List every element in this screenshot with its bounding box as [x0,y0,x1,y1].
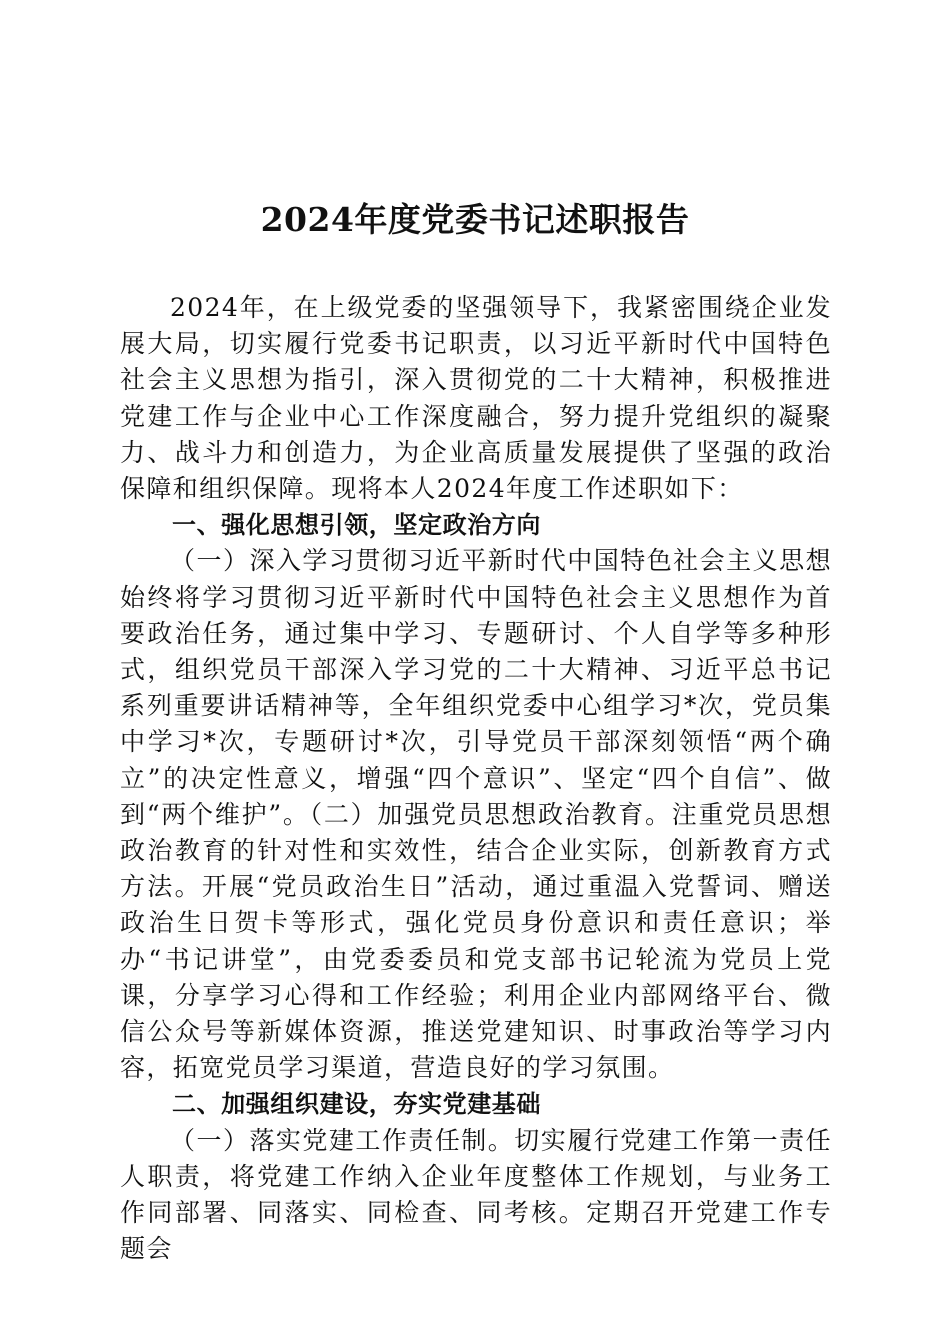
intro-paragraph: 2024年，在上级党委的坚强领导下，我紧密围绕企业发展大局，切实履行党委书记职责，以习近平新时代中国特色社会主义思想为指引，深入贯彻党的二十大精神，积极推进党建工作与企业中心工作深度融合，努力提升党组织的凝聚力、战斗力和创造力，为企业高质量发展提供了坚强的政治保障和组织保障。现将本人2024年度工作述职如下： [120,293,832,504]
section-2-heading: 二、加强组织建设，夯实党建基础 [172,1090,541,1119]
section-1-heading: 一、强化思想引领，坚定政治方向 [172,511,541,540]
section-2-paragraph: （一）落实党建工作责任制。切实履行党建工作第一责任人职责，将党建工作纳入企业年度整体工作规划，与业务工作同部署、同落实、同检查、同考核。定期召开党建工作专题会 [120,1125,832,1264]
document-title: 2024年度党委书记述职报告 [260,200,690,239]
document-body [120,290,832,1267]
section-1-paragraph: （一）深入学习贯彻习近平新时代中国特色社会主义思想始终将学习贯彻习近平新时代中国特色社会主义思想作为首要政治任务，通过集中学习、专题研讨、个人自学等多种形式，组织党员干部深入学习党的二十大精神、习近平总书记系列重要讲话精神等，全年组织党委中心组学习*次，党员集中学习*次，专题研讨*次，引导党员干部深刻领悟“两个确立”的决定性意义，增强“四个意识”、坚定“四个自信”、做到“两个维护”。（二）加强党员思想政治教育。注重党员思想政治教育的针对性和实效性，结合企业实际，创新教育方式方法。开展“党员政治生日”活动，通过重温入党誓词、赠送政治生日贺卡等形式，强化党员身份意识和责任意识；举办“书记讲堂”，由党委委员和党支部书记轮流为党员上党课，分享学习心得和工作经验；利用企业内部网络平台、微信公众号等新媒体资源，推送党建知识、时事政治等学习内容，拓宽党员学习渠道，营造良好的学习氛围。 [120,546,832,1083]
